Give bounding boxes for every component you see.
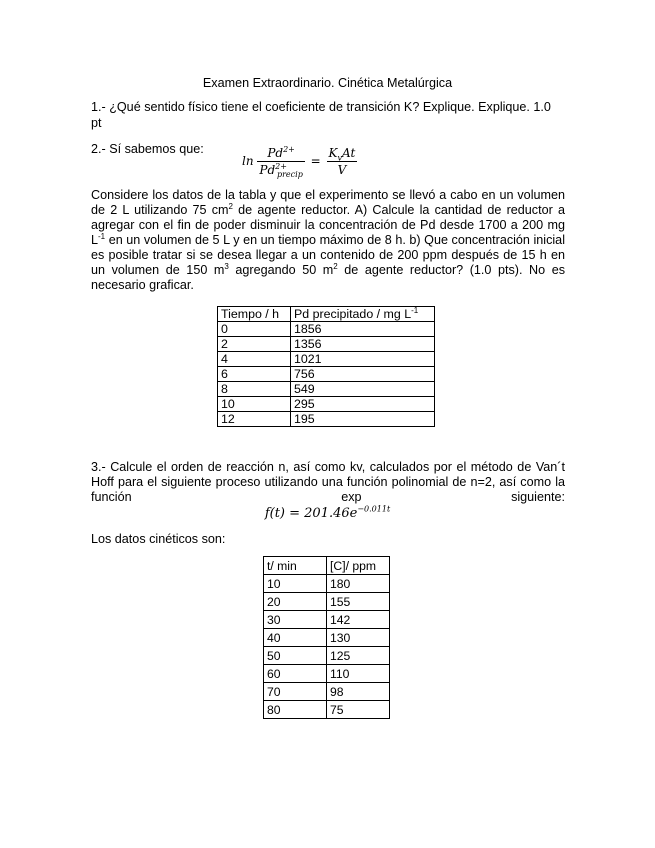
table-cell: 549: [291, 382, 435, 397]
table-row: [264, 593, 390, 611]
table-cell: 75: [327, 701, 390, 719]
table-cell: 6: [218, 367, 291, 382]
eq-f-exponent: −0.011t: [357, 504, 391, 514]
question-1-line-2: pt: [91, 116, 102, 130]
eq-lhs-num: Pd: [267, 146, 284, 160]
table-cell: 155: [327, 593, 390, 611]
eq-rhs-den: V: [337, 163, 347, 177]
table-cell: 0: [218, 322, 291, 337]
header-cell: [C]/ ppm: [327, 557, 390, 575]
table-cell: 4: [218, 352, 291, 367]
table-row: [218, 397, 435, 412]
question-2-equation: [242, 145, 357, 180]
table-cell: 1856: [291, 322, 435, 337]
eq-lhs-den-sub: precip: [276, 170, 303, 180]
eq-rhs-num-b: At: [342, 146, 356, 160]
pd-precipitation-table: [217, 306, 435, 427]
table-cell: 50: [264, 647, 327, 665]
table-cell: 98: [327, 683, 390, 701]
eq-rhs-fraction: [327, 146, 358, 177]
table-row: [264, 629, 390, 647]
table-cell: 1021: [291, 352, 435, 367]
question-2-para-line-3: agregar con el fin de poder disminuir la concentración de Pd desde 1700 a 200 mg: [91, 218, 565, 232]
eq-lhs-fraction: [257, 145, 304, 180]
table-row: [264, 683, 390, 701]
header-cell: t/ min: [264, 557, 327, 575]
table-cell: 10: [264, 575, 327, 593]
q3-word-siguiente: siguiente:: [511, 490, 565, 504]
table-row: [264, 611, 390, 629]
eq-lhs-num-sup: 2+: [283, 145, 295, 154]
table-cell: 2: [218, 337, 291, 352]
eq-rhs-num-sub: v: [337, 153, 343, 163]
question-3-line-1: 3.- Calcule el orden de reacción n, así como kv, calculados por el método de Van´t: [91, 460, 565, 474]
table-row: [218, 322, 435, 337]
q3-word-exp: exp: [341, 490, 362, 504]
eq-lhs-den: Pd: [259, 163, 276, 177]
table-row: [264, 647, 390, 665]
kinetic-data-table: [263, 556, 390, 719]
table-cell: 756: [291, 367, 435, 382]
table-cell: 40: [264, 629, 327, 647]
question-2-para-line-1: Considere los datos de la tabla y que el experimento se llevó a cabo en un volumen: [91, 188, 565, 202]
question-3-line-2: Hoff para el siguiente proceso utilizando una función polinomial de n=2, así como la: [91, 475, 565, 489]
table-row: [218, 352, 435, 367]
table-row: [218, 367, 435, 382]
question-2-para-line-7: necesario graficar.: [91, 278, 194, 292]
table-header-row: [264, 557, 390, 575]
table-header-row: [218, 307, 435, 322]
table-cell: 12: [218, 412, 291, 427]
table-cell: 80: [264, 701, 327, 719]
question-2-para-line-5: es posible tratar si se desea llegar a un contenido de 200 ppm después de 15 h en: [91, 248, 565, 262]
eq-rhs-num-a: K: [328, 146, 338, 160]
table-cell: 10: [218, 397, 291, 412]
table-row: [218, 412, 435, 427]
table-cell: 180: [327, 575, 390, 593]
table-row: [264, 665, 390, 683]
kinetic-data-intro: Los datos cinéticos son:: [91, 532, 226, 546]
eq-lhs-den-sup: 2+: [275, 162, 287, 171]
question-3-line-3: [91, 490, 565, 505]
eq-f-lhs: f(t) = 201.46e: [264, 506, 358, 521]
table-row: [218, 337, 435, 352]
table-cell: 70: [264, 683, 327, 701]
table-row: [264, 575, 390, 593]
table-cell: 142: [327, 611, 390, 629]
table-cell: 8: [218, 382, 291, 397]
exam-title: Examen Extraordinario. Cinética Metalúrgica: [202, 76, 453, 90]
table-row: [264, 701, 390, 719]
table-cell: 295: [291, 397, 435, 412]
table-cell: 130: [327, 629, 390, 647]
table-cell: 110: [327, 665, 390, 683]
header-cell: Tiempo / h: [218, 307, 291, 322]
q3-word-funcion: función: [91, 490, 132, 504]
eq-ln: ln: [242, 154, 254, 168]
table-cell: 20: [264, 593, 327, 611]
question-2-para-line-2: de 2 L utilizando 75 $cm^2$ de agente reductor. A) Calcule la cantidad de reductor a: [91, 201, 565, 217]
table-cell: 60: [264, 665, 327, 683]
question-2-intro: 2.- Sí sabemos que:: [91, 142, 204, 156]
eq-equals: =: [310, 154, 321, 168]
table-cell: 30: [264, 611, 327, 629]
table-cell: 1356: [291, 337, 435, 352]
question-1-line-1: 1.- ¿Qué sentido físico tiene el coeficiente de transición K? Explique. Explique. 1.0: [91, 100, 551, 114]
table-cell: 195: [291, 412, 435, 427]
question-2-para-line-6: un volumen de 150 $m^3$ agregando 50 $m^2$ de agente reductor? (1.0 pts). No es: [91, 261, 565, 277]
header-cell: Pd precipitado / mg $L^{-1}$: [291, 307, 435, 322]
question-2-para-line-4: $L^{-1}$ en un volumen de 5 L y en un tiempo máximo de 8 h. b) Que concentración inicial: [91, 231, 565, 247]
table-cell: 125: [327, 647, 390, 665]
table-row: [218, 382, 435, 397]
question-3-equation: [0, 506, 655, 521]
